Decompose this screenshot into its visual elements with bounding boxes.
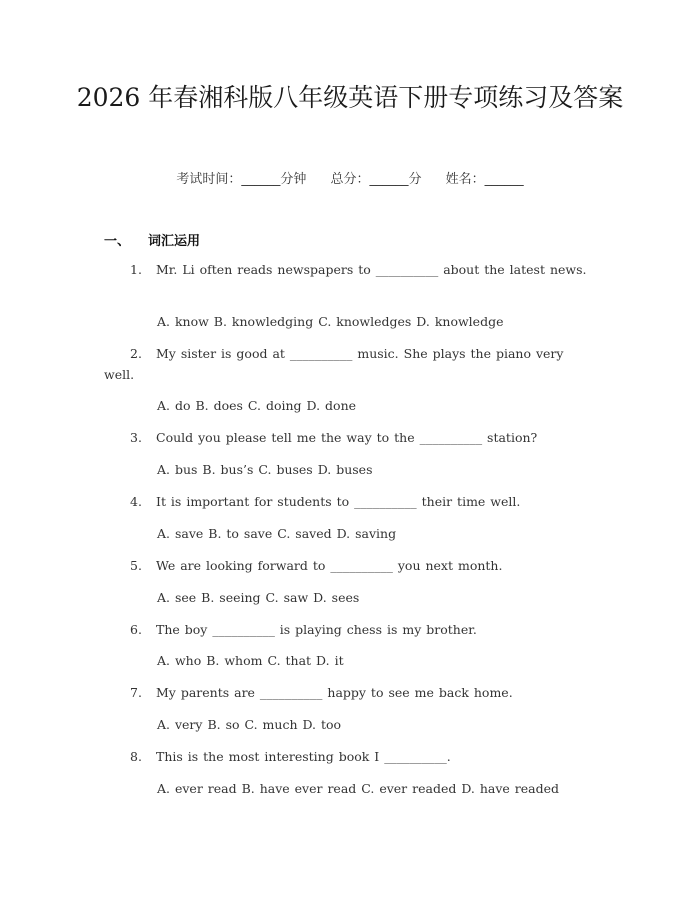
question-options: A. do B. does C. doing D. done	[157, 398, 357, 413]
question-text: Mr. Li often reads newspapers to __________ about the latest news.	[156, 262, 587, 277]
question: 4. It is important for students to __________ their time well.	[130, 494, 521, 509]
question-options: A. ever read B. have ever read C. ever readed D. have readed	[157, 781, 560, 796]
question: 8. This is the most interesting book I __________.	[130, 749, 451, 764]
question-options: A. who B. whom C. that D. it	[157, 653, 344, 668]
question: 7. My parents are __________ happy to see me back home.	[130, 685, 513, 700]
question: 6. The boy __________ is playing chess is my brother.	[130, 622, 477, 637]
question: 5. We are looking forward to __________ you next month.	[130, 558, 503, 573]
section-heading	[104, 230, 200, 249]
question-options: A. know B. knowledging C. knowledges D. knowledge	[157, 314, 504, 329]
total-score-field: 总分：______分	[330, 172, 422, 187]
exam-info	[0, 168, 700, 187]
section-number: 一、	[104, 234, 131, 249]
question-text: Could you please tell me the way to the __________ station?	[156, 430, 538, 445]
question-text: The boy __________ is playing chess is my brother.	[156, 622, 477, 637]
question-options: A. save B. to save C. saved D. saving	[157, 526, 397, 541]
section-title: 词汇运用	[148, 234, 201, 249]
question-text: My parents are __________ happy to see me back home.	[156, 685, 513, 700]
name-field: 姓名：______	[445, 172, 524, 187]
question-options: A. see B. seeing C. saw D. sees	[157, 590, 360, 605]
question-text: This is the most interesting book I __________.	[156, 749, 451, 764]
question-options: A. bus B. bus’s C. buses D. buses	[157, 462, 373, 477]
exam-time-field: 考试时间：______分钟	[176, 172, 307, 187]
question-text: It is important for students to __________ their time well.	[156, 494, 521, 509]
question-text: My sister is good at __________ music. She plays the piano very well.	[104, 346, 564, 382]
question: 1. Mr. Li often reads newspapers to __________ about the latest news.	[130, 262, 587, 277]
document-title: 2026 年春湘科版八年级英语下册专项练习及答案	[76, 83, 624, 112]
question-options: A. very B. so C. much D. too	[157, 717, 342, 732]
question: 3. Could you please tell me the way to the __________ station?	[130, 430, 538, 445]
question: 2. My sister is good at __________ music. She plays the piano very well.	[104, 346, 564, 382]
question-text: We are looking forward to __________ you next month.	[156, 558, 503, 573]
